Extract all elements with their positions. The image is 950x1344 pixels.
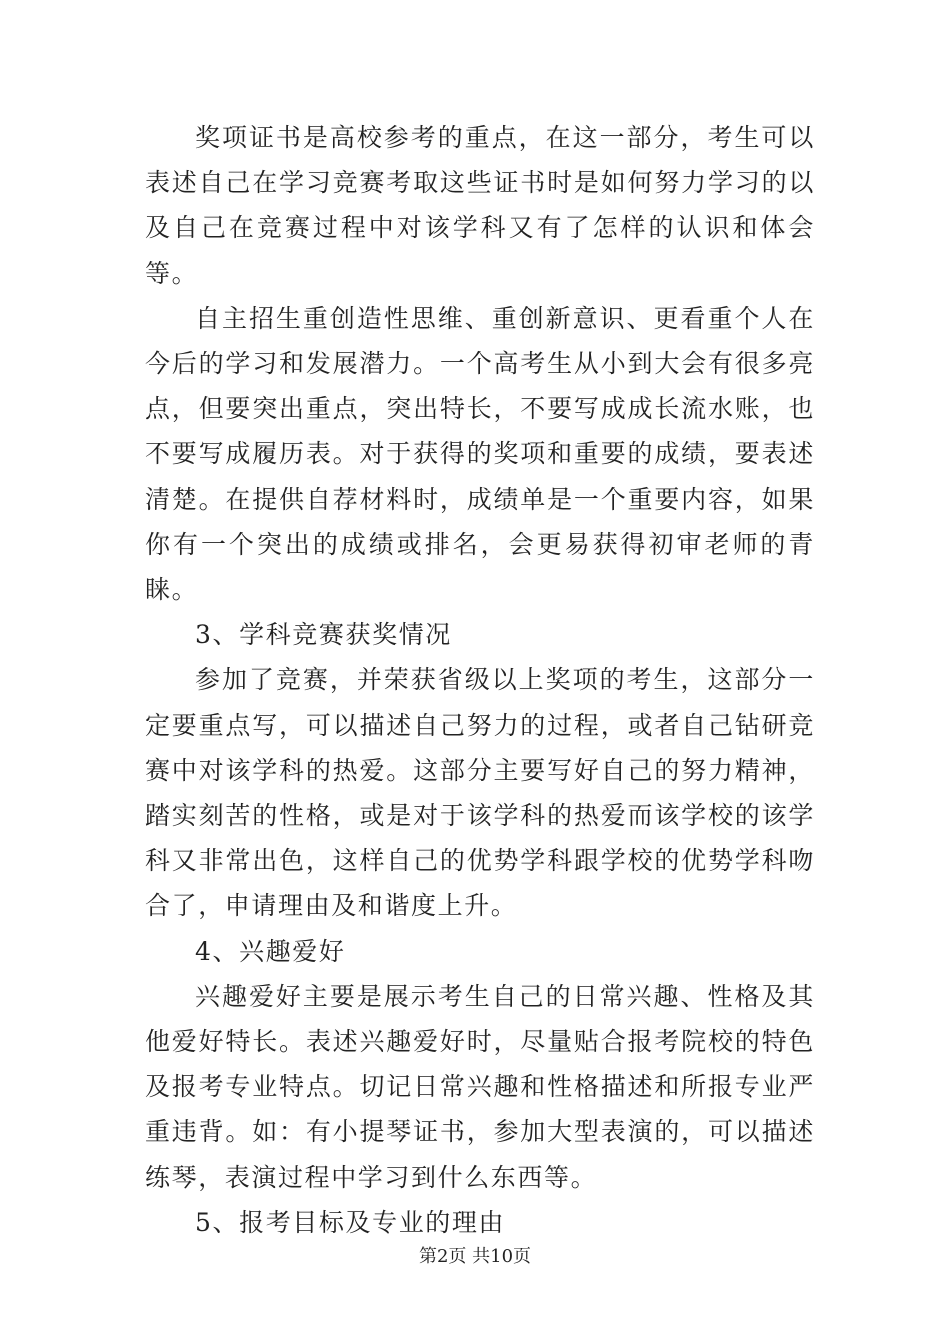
- document-body: [145, 115, 815, 1245]
- paragraph-interests: 兴趣爱好主要是展示考生自己的日常兴趣、性格及其他爱好特长。表述兴趣爱好时，尽量贴合报考院校的特色及报考专业特点。切记日常兴趣和性格描述和所报专业严重违背。如：有小提琴证书，参加大型表演的，可以描述练琴，表演过程中学习到什么东西等。: [145, 981, 815, 1192]
- section-heading-goals: 5、报考目标及专业的理由: [195, 1207, 506, 1237]
- paragraph-awards-certificates: 奖项证书是高校参考的重点，在这一部分，考生可以表述自己在学习竞赛考取这些证书时是如何努力学习的以及自己在竞赛过程中对该学科又有了怎样的认识和体会等。: [145, 123, 815, 288]
- page-footer: 第2页 共10页: [418, 1246, 532, 1267]
- section-heading-competition: 3、学科竞赛获奖情况: [195, 620, 452, 650]
- paragraph-competition: 参加了竞赛，并荣获省级以上奖项的考生，这部分一定要重点写，可以描述自己努力的过程，或者自己钻研竞赛中对该学科的热爱。这部分主要写好自己的努力精神，踏实刻苦的性格，或是对于该学科的热爱而该学校的该学科又非常出色，这样自己的优势学科跟学校的优势学科吻合了，申请理由及和谐度上升。: [145, 665, 815, 921]
- section-heading-interests: 4、兴趣爱好: [195, 936, 346, 966]
- paragraph-self-recruitment: 自主招生重创造性思维、重创新意识、更看重个人在今后的学习和发展潜力。一个高考生从小到大会有很多亮点，但要突出重点，突出特长，不要写成成长流水账，也不要写成履历表。对于获得的奖项和重要的成绩，要表述清楚。在提供自荐材料时，成绩单是一个重要内容，如果你有一个突出的成绩或排名，会更易获得初审老师的青睐。: [145, 303, 815, 605]
